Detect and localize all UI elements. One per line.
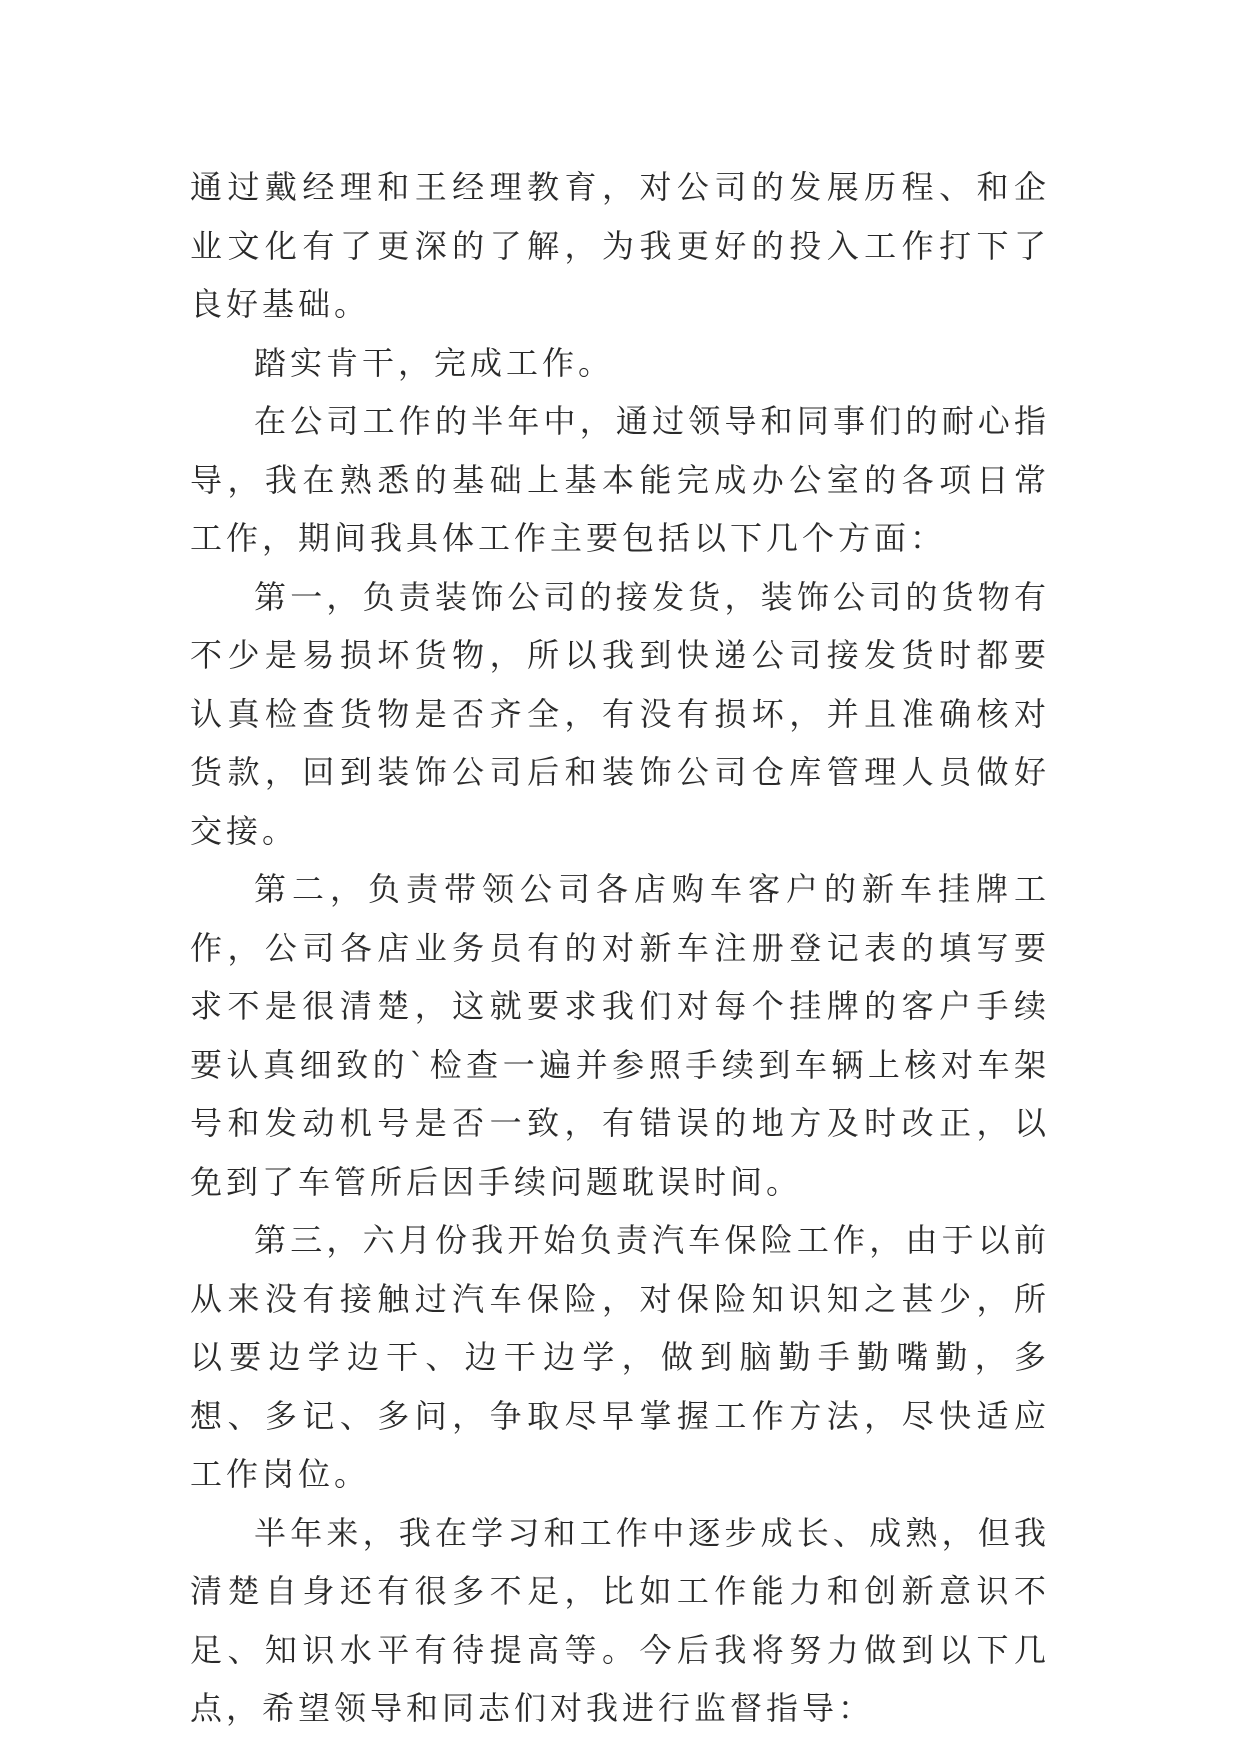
paragraph: 在公司工作的半年中，通过领导和同事们的耐心指导，我在熟悉的基础上基本能完成办公室的各项日常工作，期间我具体工作主要包括以下几个方面： [190, 402, 1050, 557]
paragraph: 半年来，我在学习和工作中逐步成长、成熟，但我清楚自身还有很多不足，比如工作能力和创新意识不足、知识水平有待提高等。今后我将努力做到以下几点，希望领导和同志们对我进行监督指导： [190, 1513, 1050, 1727]
paragraph: 第一，负责装饰公司的接发货，装饰公司的货物有不少是易损坏货物，所以我到快递公司接发货时都要认真检查货物是否齐全，有没有损坏，并且准确核对货款，回到装饰公司后和装饰公司仓库管理人员做好交接。 [190, 577, 1050, 850]
paragraph: 第二，负责带领公司各店购车客户的新车挂牌工作，公司各店业务员有的对新车注册登记表的填写要求不是很清楚，这就要求我们对每个挂牌的客户手续要认真细致的`检查一遍并参照手续到车辆上核对车架号和发动机号是否一致，有错误的地方及时改正，以免到了车管所后因手续问题耽误时间。 [190, 870, 1050, 1201]
document-body [190, 158, 1050, 1738]
paragraph-continuation: 通过戴经理和王经理教育，对公司的发展历程、和企业文化有了更深的了解，为我更好的投入工作打下了良好基础。 [190, 168, 1050, 323]
paragraph: 第三，六月份我开始负责汽车保险工作，由于以前从来没有接触过汽车保险，对保险知识知之甚少，所以要边学边干、边干边学，做到脑勤手勤嘴勤，多想、多记、多问，争取尽早掌握工作方法，尽快适应工作岗位。 [190, 1221, 1050, 1493]
paragraph-heading: 踏实肯干，完成工作。 [254, 343, 615, 382]
